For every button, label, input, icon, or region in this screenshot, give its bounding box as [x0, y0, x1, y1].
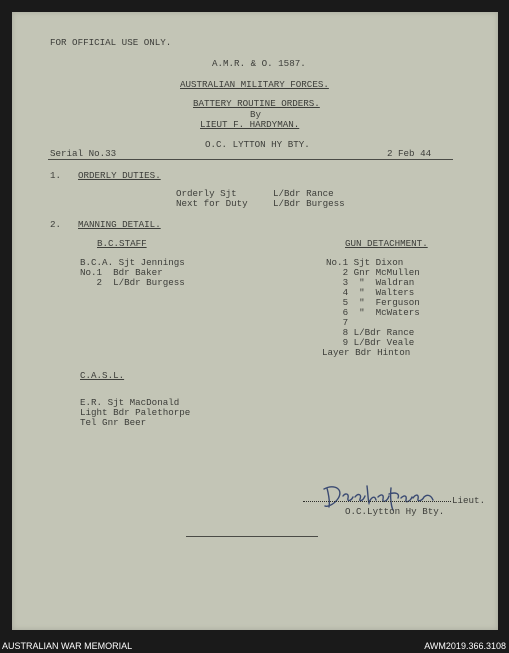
gun-row: 7	[315, 317, 349, 328]
signature-rank: Lieut.	[452, 495, 486, 506]
gun-row: 8 L/Bdr Rance	[315, 327, 415, 338]
duty-role: Orderly Sjt	[176, 188, 237, 199]
duty-name: L/Bdr Rance	[273, 188, 334, 199]
bc-staff-heading: B.C.STAFF	[97, 238, 147, 249]
archive-reference: AWM2019.366.3108	[424, 641, 506, 651]
section2-number: 2.	[50, 219, 62, 230]
section1-heading: ORDERLY DUTIES.	[78, 170, 161, 181]
signature-unit: O.C.Lytton Hy Bty.	[345, 506, 445, 517]
header-rule	[48, 159, 453, 160]
unit-name: O.C. LYTTON HY BTY.	[205, 139, 310, 150]
signature-line	[303, 501, 451, 502]
section2-heading: MANNING DETAIL.	[78, 219, 161, 230]
bc-staff-row: 2 L/Bdr Burgess	[80, 277, 185, 288]
gun-row: 3 " Waldran	[315, 277, 415, 288]
by-line: By	[250, 109, 262, 120]
gun-row: 6 " McWaters	[315, 307, 420, 318]
duty-name: L/Bdr Burgess	[273, 198, 345, 209]
archive-footer	[0, 638, 509, 653]
gun-row: 2 Gnr McMullen	[315, 267, 420, 278]
gun-row: 4 " Walters	[315, 287, 415, 298]
document-title: BATTERY ROUTINE ORDERS.	[193, 98, 320, 109]
order-date: 2 Feb 44	[387, 148, 432, 159]
serial-number: Serial No.33	[50, 148, 117, 159]
classification: FOR OFFICIAL USE ONLY.	[50, 37, 172, 48]
archive-name: AUSTRALIAN WAR MEMORIAL	[2, 641, 133, 651]
casl-heading: C.A.S.L.	[80, 370, 125, 381]
gun-detachment-heading: GUN DETACHMENT.	[345, 238, 428, 249]
force-title: AUSTRALIAN MILITARY FORCES.	[180, 79, 329, 90]
gun-row: No.1 Sjt Dixon	[315, 257, 404, 268]
casl-row: E.R. Sjt MacDonald	[80, 397, 180, 408]
section1-number: 1.	[50, 170, 62, 181]
officer-name: LIEUT F. HARDYMAN.	[200, 119, 300, 130]
reference: A.M.R. & O. 1587.	[212, 58, 306, 69]
casl-row: Tel Gnr Beer	[80, 417, 147, 428]
gun-row: 9 L/Bdr Veale	[315, 337, 415, 348]
gun-row: Layer Bdr Hinton	[322, 347, 411, 358]
casl-row: Light Bdr Palethorpe	[80, 407, 191, 418]
gun-row: 5 " Ferguson	[315, 297, 420, 308]
bc-staff-row: B.C.A. Sjt Jennings	[80, 257, 185, 268]
duty-role: Next for Duty	[176, 198, 248, 209]
closing-rule	[186, 536, 318, 537]
bc-staff-row: No.1 Bdr Baker	[80, 267, 163, 278]
